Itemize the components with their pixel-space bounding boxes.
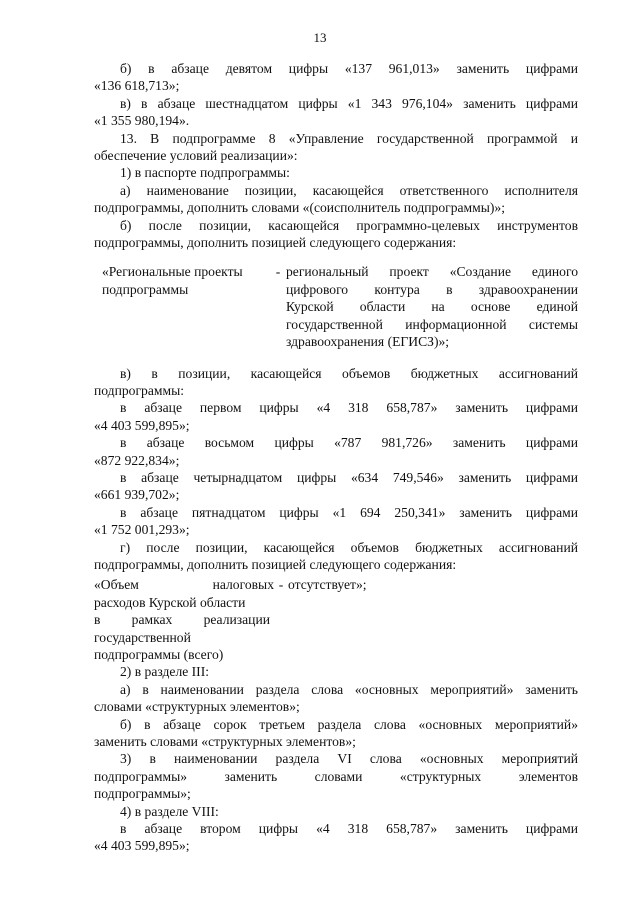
paragraph: 3) в наименовании раздела VI слова «основных мероприятий подпрограммы» заменить словами «структурных элементов подпрограммы»; [94,751,578,802]
paragraph: в абзаце четырнадцатом цифры «634 749,546» заменить цифрами «661 939,702»; [94,469,578,503]
paragraph: б) в абзаце девятом цифры «137 961,013» заменить цифрами «136 618,713»; [94,61,578,94]
paragraph: в абзаце восьмом цифры «787 981,726» заменить цифрами «872 922,834»; [94,435,578,468]
table-row-dash: - [275,264,281,280]
passport-table-row [102,263,578,350]
paragraph: в) в абзаце шестнадцатом цифры «1 343 976,104» заменить цифрами «1 355 980,194». [94,95,578,129]
document-body [94,60,578,855]
paragraph: в абзаце первом цифры «4 318 658,787» заменить цифрами «4 403 599,895»; [94,400,578,433]
passport-table-row-2: «Объем налоговых - отсутствует»; расходов Курской области в рамках реализации государственной подпрограммы (всего) [94,577,367,662]
list-item: 1) в паспорте подпрограммы: [120,165,290,181]
list-item: 2) в разделе III: [120,664,210,680]
paragraph: б) в абзаце сорок третьем раздела слова «основных мероприятий» заменить словами «структурных элементов»; [94,716,578,750]
table-row-value: региональный проект «Создание единого цифрового контура в здравоохранении Курской области на основе единой государственной информационной системы здравоохранения (ЕГИСЗ)»; [286,264,578,350]
paragraph: г) после позиции, касающейся объемов бюджетных ассигнований подпрограммы, дополнить позицией следующего содержания: [94,539,578,572]
table-row-name: «Региональные проекты подпрограммы [102,264,243,297]
list-item: 4) в разделе VIII: [120,803,219,819]
paragraph: в абзаце пятнадцатом цифры «1 694 250,341» заменить цифрами «1 752 001,293»; [94,504,578,538]
paragraph: в абзаце втором цифры «4 318 658,787» заменить цифрами «4 403 599,895»; [94,821,578,854]
paragraph: б) после позиции, касающейся программно-целевых инструментов подпрограммы, дополнить позицией следующего содержания: [94,217,578,251]
paragraph: в) в позиции, касающейся объемов бюджетных ассигнований подпрограммы: [94,365,578,398]
page-number: 13 [313,30,327,45]
paragraph: а) наименование позиции, касающейся ответственного исполнителя подпрограммы, дополнить словами «(соисполнитель подпрограммы)»; [94,182,578,216]
paragraph: 13. В подпрограмме 8 «Управление государственной программой и обеспечение условий реализации»: [94,130,578,164]
paragraph: а) в наименовании раздела слова «основных мероприятий» заменить словами «структурных элементов»; [94,681,578,715]
